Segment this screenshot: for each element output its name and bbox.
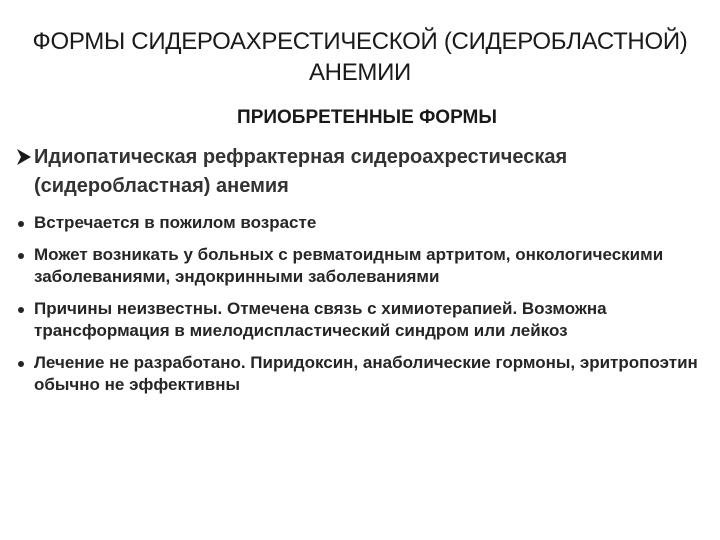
bullet-dot-icon: [18, 307, 24, 313]
main-point: [16, 143, 706, 201]
bullet-item: [16, 212, 710, 234]
bullet-dot-icon: [18, 361, 24, 367]
bullet-text: Причины неизвестны. Отмечена связь с химиотерапией. Возможна трансформация в миелодиспластический синдром или лейкоз: [34, 299, 607, 340]
arrow-bullet-icon: [16, 148, 32, 166]
bullet-text: Лечение не разработано. Пиридоксин, анаболические гормоны, эритропоэтин обычно не эффективны: [34, 353, 698, 394]
bullet-list: [16, 212, 710, 406]
bullet-item: [16, 352, 710, 396]
section-subtitle: ПРИОБРЕТЕННЫЕ ФОРМЫ: [237, 107, 497, 128]
bullet-dot-icon: [18, 253, 24, 259]
bullet-item: [16, 298, 710, 342]
bullet-item: [16, 244, 710, 288]
slide-title: [0, 26, 720, 88]
bullet-text: Может возникать у больных с ревматоидным артритом, онкологическими заболеваниями, эндокринными заболеваниями: [34, 245, 664, 286]
slide-title-line-1: ФОРМЫ СИДЕРОАХРЕСТИЧЕСКОЙ (СИДЕРОБЛАСТНОЙ): [32, 28, 688, 55]
bullet-text: Встречается в пожилом возрасте: [34, 213, 317, 232]
main-point-text: Идиопатическая рефрактерная сидероахрестическая (сидеробластная) анемия: [34, 146, 568, 197]
slide-title-line-2: АНЕМИИ: [308, 59, 412, 86]
bullet-dot-icon: [18, 221, 24, 227]
